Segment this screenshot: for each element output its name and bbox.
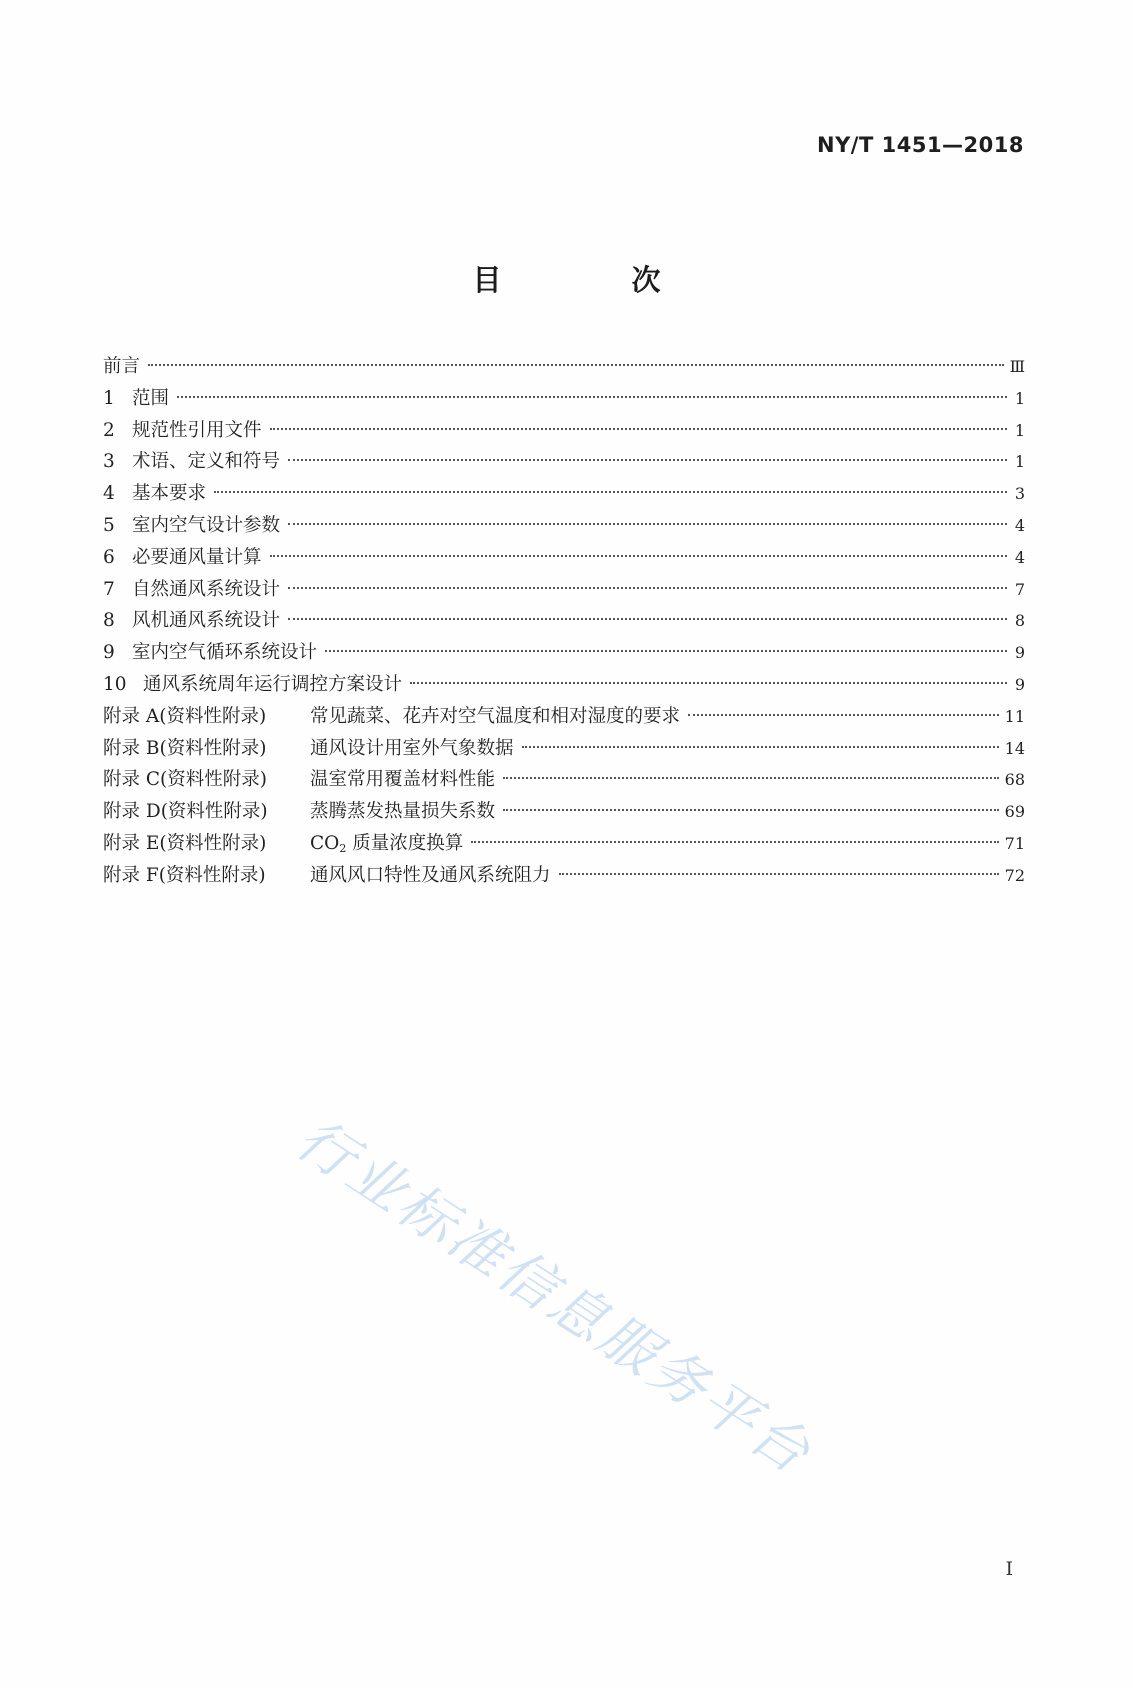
toc-entry-label: 温室常用覆盖材料性能 [310, 769, 496, 791]
toc-entry-2[interactable] [103, 416, 1025, 448]
toc-entry-page: 11 [1004, 706, 1025, 726]
toc-entry-number: 附录 E(资料性附录) [103, 832, 267, 854]
toc-entry-3[interactable] [103, 447, 1025, 479]
toc-leader-dots [270, 428, 1007, 430]
toc-entry-9[interactable] [103, 638, 1025, 670]
toc-entry-page: 72 [1004, 865, 1025, 885]
toc-leader-dots [214, 491, 1007, 493]
toc-leader-dots [270, 555, 1007, 557]
toc-entry-10[interactable] [103, 670, 1025, 702]
toc-leader-dots [288, 523, 1007, 525]
toc-entry-number: 4 [103, 483, 115, 505]
toc-entry-label: 范围 [132, 387, 170, 409]
toc-entry-6[interactable] [103, 543, 1025, 575]
toc-entry-number: 1 [103, 387, 115, 409]
toc-entry-label: 通风系统周年运行调控方案设计 [143, 673, 403, 695]
toc-entry-page: 1 [1014, 452, 1025, 472]
toc-leader-dots [559, 873, 999, 875]
toc-entry-page: 9 [1014, 643, 1025, 663]
toc-leader-dots [522, 746, 999, 748]
toc-entry-appendix-e[interactable] [103, 829, 1025, 861]
toc-entry-number: 3 [103, 451, 115, 473]
toc-entry-foreword[interactable] [103, 352, 1025, 384]
watermark: 行业标准信息服务平台 [284, 1106, 824, 1488]
toc-entry-label: 必要通风量计算 [132, 546, 262, 568]
toc-entry-label: 前言 [103, 356, 141, 377]
toc-entry-4[interactable] [103, 479, 1025, 511]
toc-entry-page: 8 [1014, 611, 1025, 631]
toc-entry-number: 9 [103, 642, 115, 664]
toc-title: 目 次 [472, 263, 721, 297]
toc-label-subscript: 2 [339, 841, 347, 855]
toc-entry-label [310, 829, 463, 855]
toc-entry-number: 附录 D(资料性附录) [103, 801, 268, 823]
toc-entry-page: 9 [1014, 674, 1025, 694]
toc-leader-dots [288, 618, 1007, 620]
toc-leader-dots [288, 459, 1007, 461]
toc-entry-page: Ⅲ [1009, 357, 1025, 376]
toc-entry-page: 69 [1004, 802, 1025, 822]
toc-entry-label: 常见蔬菜、花卉对空气温度和相对湿度的要求 [310, 705, 681, 727]
toc-entry-page: 68 [1004, 770, 1025, 790]
toc-leader-dots [471, 841, 998, 843]
toc-entry-label: 室内空气循环系统设计 [132, 642, 318, 664]
toc-entry-appendix-f[interactable] [103, 861, 1025, 893]
toc-leader-dots [410, 682, 1007, 684]
toc-entry-label: 通风风口特性及通风系统阻力 [310, 864, 551, 886]
table-of-contents [103, 352, 1025, 893]
toc-entry-number: 附录 F(资料性附录) [103, 864, 266, 886]
page-number: I [1005, 1558, 1013, 1580]
toc-entry-page: 71 [1004, 833, 1025, 853]
toc-entry-label: 风机通风系统设计 [132, 610, 281, 632]
toc-entry-number: 8 [103, 610, 115, 632]
toc-entry-label: 规范性引用文件 [132, 419, 262, 441]
toc-leader-dots [325, 650, 1007, 652]
toc-entry-appendix-d[interactable] [103, 797, 1025, 829]
toc-entry-number: 7 [103, 578, 115, 600]
toc-leader-dots [148, 364, 1004, 366]
toc-entry-page: 1 [1014, 420, 1025, 440]
toc-entry-appendix-c[interactable] [103, 765, 1025, 797]
toc-entry-label: 室内空气设计参数 [132, 514, 281, 536]
toc-label-co: CO [310, 832, 340, 854]
toc-leader-dots [688, 714, 999, 716]
toc-entry-7[interactable] [103, 575, 1025, 607]
toc-entry-8[interactable] [103, 606, 1025, 638]
toc-leader-dots [503, 809, 999, 811]
toc-entry-page: 3 [1014, 484, 1025, 504]
toc-entry-appendix-b[interactable] [103, 734, 1025, 766]
toc-entry-label: 蒸腾蒸发热量损失系数 [310, 801, 496, 823]
toc-entry-number: 2 [103, 419, 115, 441]
toc-entry-number: 5 [103, 514, 115, 536]
toc-entry-number: 10 [103, 673, 127, 695]
toc-entry-5[interactable] [103, 511, 1025, 543]
toc-entry-page: 4 [1014, 515, 1025, 535]
toc-leader-dots [177, 396, 1007, 398]
toc-entry-1[interactable] [103, 384, 1025, 416]
toc-entry-number: 附录 C(资料性附录) [103, 769, 267, 791]
standard-number: NY/T 1451—2018 [817, 133, 1024, 157]
toc-entry-appendix-a[interactable] [103, 702, 1025, 734]
toc-leader-dots [503, 777, 999, 779]
toc-entry-label: 术语、定义和符号 [132, 451, 281, 473]
toc-entry-page: 14 [1004, 738, 1025, 758]
toc-entry-page: 7 [1014, 579, 1025, 599]
toc-entry-number: 附录 A(资料性附录) [103, 705, 267, 727]
toc-entry-label: 基本要求 [132, 483, 207, 505]
toc-entry-label: 通风设计用室外气象数据 [310, 737, 514, 759]
toc-entry-page: 1 [1014, 388, 1025, 408]
toc-entry-number: 6 [103, 546, 115, 568]
toc-leader-dots [288, 587, 1007, 589]
toc-entry-label: 自然通风系统设计 [132, 578, 281, 600]
toc-entry-page: 4 [1014, 547, 1025, 567]
toc-label-suffix: 质量浓度换算 [346, 832, 464, 854]
toc-entry-number: 附录 B(资料性附录) [103, 737, 267, 759]
